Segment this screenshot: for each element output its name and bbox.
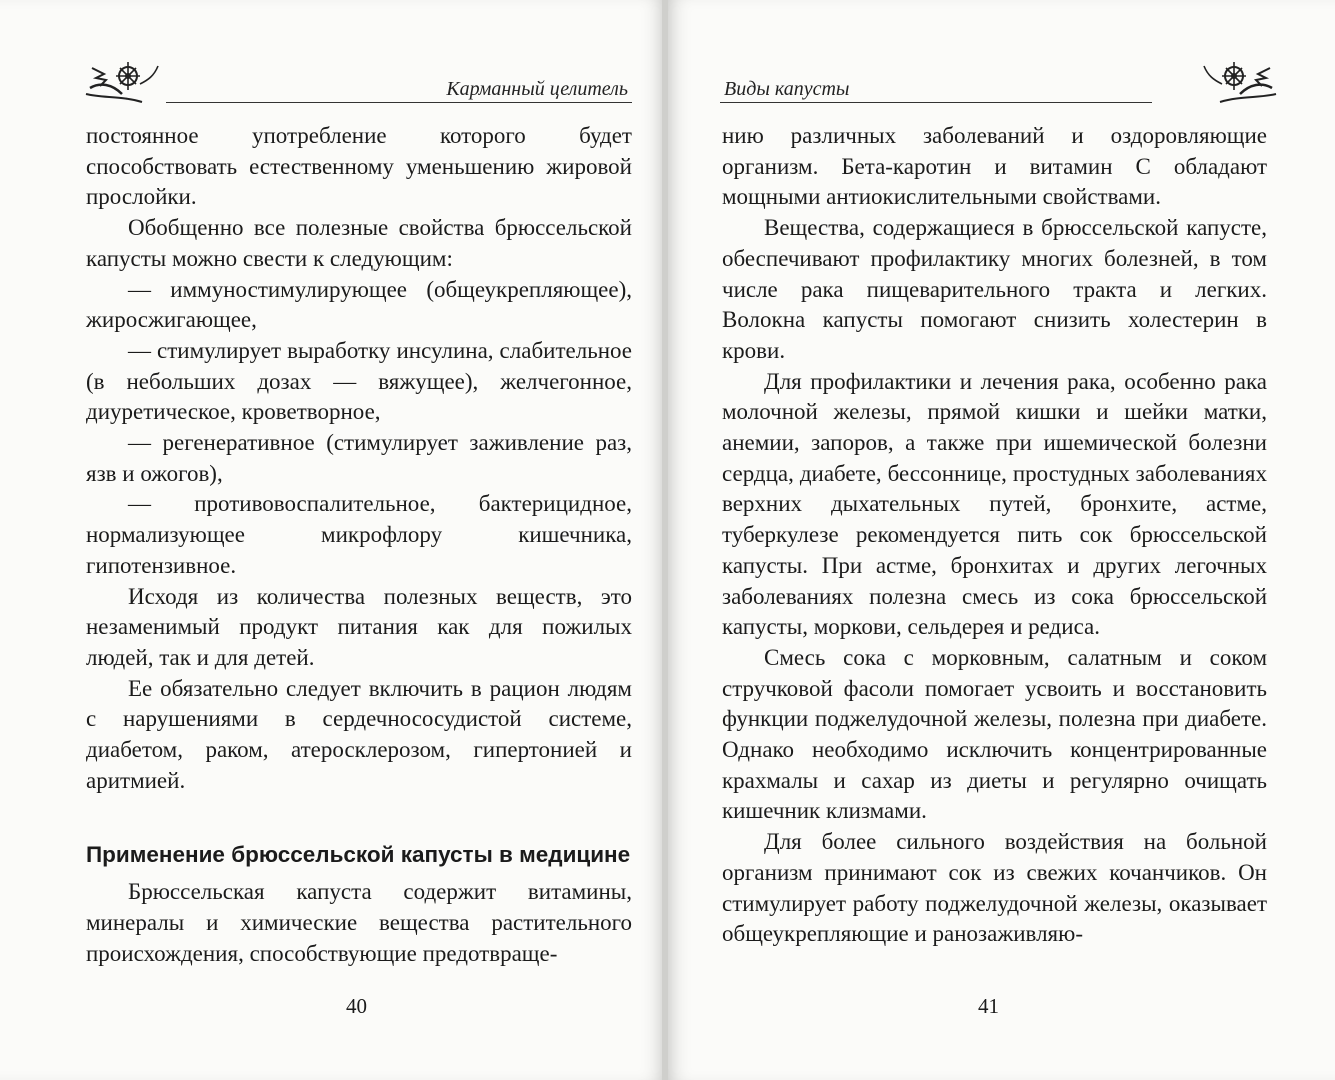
running-head-left xyxy=(82,54,632,106)
paragraph: Ее обязательно следует включить в рацион людям с нарушениями в сердечнососудистой системе, диабетом, раком, атеросклерозом, гипертонией и аритмией. xyxy=(86,675,632,793)
left-page-text xyxy=(86,121,632,970)
page-number: 40 xyxy=(346,994,367,1018)
running-head-rule xyxy=(166,102,632,103)
paragraph: нию различных заболеваний и оздоровляющие организм. Бета-каротин и витамин С обладают мощными антиокислительными свойствами. xyxy=(722,123,1267,210)
running-head-title: Карманный целитель xyxy=(446,78,628,100)
running-head-rule xyxy=(720,102,1152,103)
list-item: — регенеративное (стимулирует заживление раз, язв и ожогов), xyxy=(86,430,632,486)
section-heading: Применение брюссельской капусты в медицине xyxy=(86,842,631,868)
paragraph: Смесь сока с морковным, салатным и соком стручковой фасоли помогает усвоить и восстановить функции поджелудочной железы, полезна при диабете. Однако необходимо исключить концентрированные крахмалы и сахар из диеты и регулярно очищать кишечник клизмами. xyxy=(722,644,1267,824)
list-item: — иммуностимулирующее (общеукрепляющее), жиросжигающее, xyxy=(86,276,632,333)
flower-ornament-icon xyxy=(1200,54,1280,106)
running-head-title: Виды капусты xyxy=(724,78,850,100)
paragraph: Обобщенно все полезные свойства брюссельской капусты можно свести к следующим: xyxy=(86,215,632,271)
left-page xyxy=(0,0,664,1080)
paragraph: Для более сильного воздействия на больной организм принимают сок из свежих кочанчиков. Он стимулирует работу поджелудочной железы, оказывает общеукрепляющие и ранозаживляю- xyxy=(722,829,1267,947)
paragraph: Исходя из количества полезных веществ, это незаменимый продукт питания как для пожилых людей, так и для детей. xyxy=(86,583,632,670)
list-item: — противовоспалительное, бактерицидное, нормализующее микрофлору кишечника, гипотензивное. xyxy=(86,491,632,578)
paragraph: Брюссельская капуста содержит витамины, минералы и химические вещества растительного происхождения, способствующие предотвраще- xyxy=(86,879,632,966)
list-item: — стимулирует выработку инсулина, слабительное (в небольших дозах — вяжущее), желчегонное, диуретическое, кроветворное, xyxy=(86,337,632,425)
running-head-right xyxy=(720,54,1280,106)
right-page xyxy=(668,0,1335,1080)
flower-ornament-icon xyxy=(82,54,162,106)
right-page-text xyxy=(722,121,1267,950)
page-number: 41 xyxy=(978,994,999,1018)
paragraph: Вещества, содержащиеся в брюссельской капусте, обеспечивают профилактику многих болезней, в том числе рака пищеварительного тракта и легких. Волокна капусты помогают снизить холестерин в крови. xyxy=(722,215,1267,363)
paragraph: Для профилактики и лечения рака, особенно рака молочной железы, прямой кишки и шейки матки, анемии, запоров, а также при ишемической болезни сердца, диабете, бессоннице, простудных заболеваниях верхних дыхательных путей, бронхите, астме, туберкулезе рекомендуется пить сок брюссельской капусты. При астме, бронхитах и других легочных заболеваниях полезна смесь из сока брюссельской капусты, моркови, сельдерея и редиса. xyxy=(722,368,1267,640)
paragraph: постоянное употребление которого будет способствовать естественному уменьшению жировой прослойки. xyxy=(86,123,632,210)
